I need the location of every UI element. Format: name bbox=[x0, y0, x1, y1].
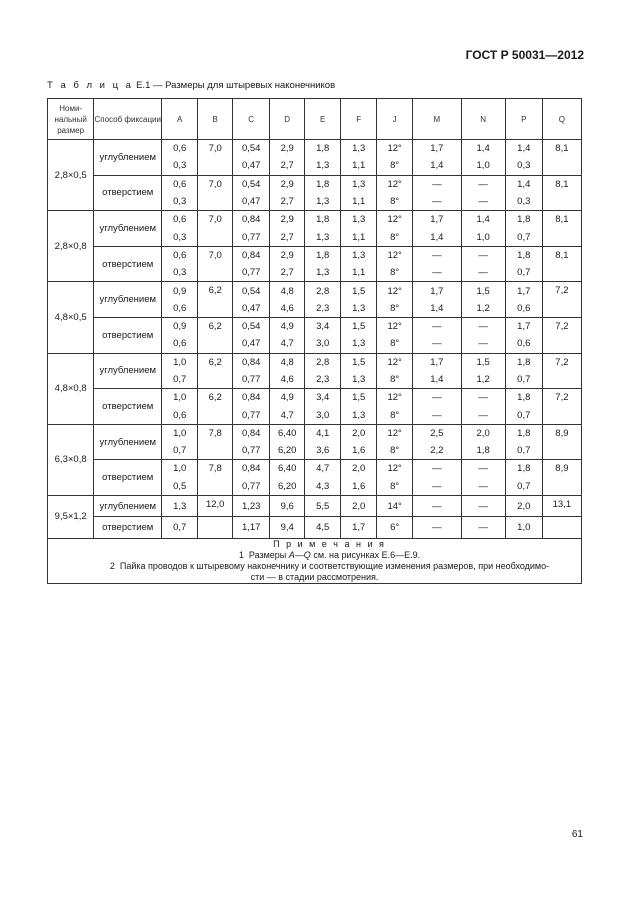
cell-p: 0,3 bbox=[505, 157, 542, 175]
cell-c: 0,47 bbox=[233, 335, 270, 353]
cell-q: 13,1 bbox=[542, 495, 581, 516]
cell-a: 1,3 bbox=[162, 495, 198, 516]
cell-f: 2,0 bbox=[341, 460, 377, 478]
cell-d: 9,4 bbox=[270, 517, 305, 538]
column-header-2: A bbox=[162, 99, 198, 140]
cell-d: 6,40 bbox=[270, 460, 305, 478]
fixation-method-cell: углублением bbox=[94, 140, 162, 176]
column-header-3: B bbox=[198, 99, 233, 140]
cell-m: 2,5 bbox=[413, 424, 461, 442]
cell-f: 1,3 bbox=[341, 246, 377, 264]
cell-d: 4,7 bbox=[270, 335, 305, 353]
cell-f: 1,3 bbox=[341, 211, 377, 229]
cell-n: — bbox=[461, 335, 505, 353]
cell-n: 1,4 bbox=[461, 140, 505, 158]
cell-c: 0,77 bbox=[233, 478, 270, 496]
cell-p: 1,7 bbox=[505, 317, 542, 335]
fixation-method-cell: углублением bbox=[94, 282, 162, 318]
notes-cell bbox=[48, 538, 582, 583]
cell-d: 4,8 bbox=[270, 282, 305, 300]
cell-b: 7,0 bbox=[198, 211, 233, 247]
cell-p: 0,7 bbox=[505, 478, 542, 496]
cell-p: 0,7 bbox=[505, 264, 542, 282]
cell-f: 1,7 bbox=[341, 517, 377, 538]
cell-f: 1,3 bbox=[341, 300, 377, 318]
cell-p: 1,8 bbox=[505, 246, 542, 264]
cell-e: 1,3 bbox=[305, 264, 341, 282]
cell-e: 1,8 bbox=[305, 246, 341, 264]
cell-d: 2,9 bbox=[270, 246, 305, 264]
cell-j: 12° bbox=[377, 389, 413, 407]
cell-b: 7,0 bbox=[198, 140, 233, 176]
cell-f: 1,5 bbox=[341, 353, 377, 371]
cell-j: 8° bbox=[377, 371, 413, 389]
cell-q: 8,9 bbox=[542, 424, 581, 460]
cell-d: 4,8 bbox=[270, 353, 305, 371]
column-header-6: E bbox=[305, 99, 341, 140]
cell-n: — bbox=[461, 246, 505, 264]
cell-q: 7,2 bbox=[542, 353, 581, 389]
cell-a: 0,6 bbox=[162, 211, 198, 229]
cell-c: 0,47 bbox=[233, 300, 270, 318]
cell-f: 1,6 bbox=[341, 442, 377, 460]
cell-c: 0,84 bbox=[233, 246, 270, 264]
cell-d: 4,6 bbox=[270, 371, 305, 389]
cell-d: 2,7 bbox=[270, 264, 305, 282]
cell-d: 9,6 bbox=[270, 495, 305, 516]
cell-d: 2,9 bbox=[270, 175, 305, 193]
cell-c: 1,23 bbox=[233, 495, 270, 516]
cell-a: 0,6 bbox=[162, 140, 198, 158]
cell-b: 7,8 bbox=[198, 460, 233, 496]
column-header-7: F bbox=[341, 99, 377, 140]
cell-a: 0,6 bbox=[162, 246, 198, 264]
cell-p: 1,0 bbox=[505, 517, 542, 538]
cell-j: 6° bbox=[377, 517, 413, 538]
table-caption-text: Е.1 — Размеры для штыревых наконечников bbox=[136, 80, 336, 91]
cell-a: 0,3 bbox=[162, 193, 198, 211]
cell-f: 1,3 bbox=[341, 406, 377, 424]
table-row bbox=[48, 517, 582, 538]
cell-a: 0,7 bbox=[162, 442, 198, 460]
column-header-4: C bbox=[233, 99, 270, 140]
cell-q: 8,1 bbox=[542, 211, 581, 247]
cell-m: 1,4 bbox=[413, 300, 461, 318]
fixation-method-cell: отверстием bbox=[94, 389, 162, 425]
cell-j: 12° bbox=[377, 460, 413, 478]
cell-f: 2,0 bbox=[341, 495, 377, 516]
cell-q: 8,9 bbox=[542, 460, 581, 496]
cell-j: 8° bbox=[377, 264, 413, 282]
nominal-size-cell: 2,8×0,5 bbox=[48, 140, 94, 211]
cell-d: 2,7 bbox=[270, 157, 305, 175]
cell-q: 7,2 bbox=[542, 389, 581, 425]
cell-j: 12° bbox=[377, 317, 413, 335]
cell-d: 4,9 bbox=[270, 389, 305, 407]
cell-c: 0,47 bbox=[233, 157, 270, 175]
cell-e: 2,3 bbox=[305, 300, 341, 318]
cell-q: 8,1 bbox=[542, 175, 581, 211]
cell-f: 1,5 bbox=[341, 317, 377, 335]
cell-b: 6,2 bbox=[198, 282, 233, 318]
cell-b: 12,0 bbox=[198, 495, 233, 516]
cell-m: — bbox=[413, 335, 461, 353]
cell-e: 5,5 bbox=[305, 495, 341, 516]
cell-d: 2,9 bbox=[270, 211, 305, 229]
cell-a: 0,3 bbox=[162, 264, 198, 282]
cell-n: — bbox=[461, 495, 505, 516]
note-2-continuation: сти — в стадии рассмотрения. bbox=[250, 571, 379, 582]
table-caption bbox=[47, 80, 335, 91]
cell-n: — bbox=[461, 406, 505, 424]
fixation-method-cell: отверстием bbox=[94, 460, 162, 496]
cell-e: 4,1 bbox=[305, 424, 341, 442]
cell-n: — bbox=[461, 460, 505, 478]
cell-f: 2,0 bbox=[341, 424, 377, 442]
cell-m: — bbox=[413, 175, 461, 193]
cell-c: 0,47 bbox=[233, 193, 270, 211]
cell-c: 0,77 bbox=[233, 264, 270, 282]
cell-m: — bbox=[413, 495, 461, 516]
nominal-size-cell: 6,3×0,8 bbox=[48, 424, 94, 495]
cell-j: 12° bbox=[377, 175, 413, 193]
cell-e: 4,7 bbox=[305, 460, 341, 478]
table-row bbox=[48, 353, 582, 371]
cell-p: 1,8 bbox=[505, 424, 542, 442]
cell-n: — bbox=[461, 264, 505, 282]
nominal-size-cell: 2,8×0,8 bbox=[48, 211, 94, 282]
cell-m: — bbox=[413, 406, 461, 424]
cell-j: 8° bbox=[377, 228, 413, 246]
column-header-9: M bbox=[413, 99, 461, 140]
table-body bbox=[48, 140, 582, 539]
cell-c: 0,54 bbox=[233, 175, 270, 193]
cell-b: 7,8 bbox=[198, 424, 233, 460]
nominal-size-cell: 4,8×0,8 bbox=[48, 353, 94, 424]
cell-e: 1,3 bbox=[305, 228, 341, 246]
cell-q: 7,2 bbox=[542, 317, 581, 353]
cell-m: — bbox=[413, 317, 461, 335]
cell-j: 8° bbox=[377, 335, 413, 353]
cell-n: 1,2 bbox=[461, 371, 505, 389]
cell-n: — bbox=[461, 175, 505, 193]
document-code: ГОСТ Р 50031—2012 bbox=[465, 48, 584, 62]
cell-m: 1,4 bbox=[413, 228, 461, 246]
cell-m: — bbox=[413, 264, 461, 282]
cell-a: 0,6 bbox=[162, 175, 198, 193]
column-header-12: Q bbox=[542, 99, 581, 140]
cell-a: 0,6 bbox=[162, 335, 198, 353]
cell-c: 0,84 bbox=[233, 389, 270, 407]
cell-f: 1,1 bbox=[341, 228, 377, 246]
cell-j: 8° bbox=[377, 406, 413, 424]
table-row bbox=[48, 317, 582, 335]
table-row bbox=[48, 175, 582, 193]
cell-p: 1,7 bbox=[505, 282, 542, 300]
table-header-row bbox=[48, 99, 582, 140]
cell-e: 3,0 bbox=[305, 335, 341, 353]
cell-e: 4,3 bbox=[305, 478, 341, 496]
cell-a: 0,6 bbox=[162, 300, 198, 318]
table-caption-prefix: Т а б л и ц а bbox=[47, 80, 134, 91]
cell-n: 1,5 bbox=[461, 353, 505, 371]
cell-p: 1,8 bbox=[505, 460, 542, 478]
cell-c: 0,84 bbox=[233, 211, 270, 229]
notes-row bbox=[48, 538, 582, 583]
cell-p: 0,3 bbox=[505, 193, 542, 211]
table-row bbox=[48, 140, 582, 158]
cell-m: — bbox=[413, 517, 461, 538]
fixation-method-cell: углублением bbox=[94, 495, 162, 516]
cell-c: 0,54 bbox=[233, 317, 270, 335]
cell-a: 0,5 bbox=[162, 478, 198, 496]
cell-e: 1,3 bbox=[305, 157, 341, 175]
cell-m: 2,2 bbox=[413, 442, 461, 460]
cell-d: 2,7 bbox=[270, 228, 305, 246]
cell-e: 2,3 bbox=[305, 371, 341, 389]
cell-j: 8° bbox=[377, 478, 413, 496]
cell-a: 1,0 bbox=[162, 389, 198, 407]
cell-a: 0,3 bbox=[162, 157, 198, 175]
cell-d: 6,20 bbox=[270, 442, 305, 460]
cell-n: — bbox=[461, 517, 505, 538]
cell-m: 1,4 bbox=[413, 157, 461, 175]
cell-j: 8° bbox=[377, 193, 413, 211]
cell-j: 8° bbox=[377, 157, 413, 175]
table-row bbox=[48, 282, 582, 300]
cell-e: 1,8 bbox=[305, 175, 341, 193]
cell-f: 1,5 bbox=[341, 282, 377, 300]
cell-e: 3,4 bbox=[305, 317, 341, 335]
cell-p: 1,8 bbox=[505, 389, 542, 407]
cell-n: 1,8 bbox=[461, 442, 505, 460]
cell-n: 1,2 bbox=[461, 300, 505, 318]
fixation-method-cell: отверстием bbox=[94, 317, 162, 353]
cell-f: 1,1 bbox=[341, 193, 377, 211]
cell-c: 0,54 bbox=[233, 282, 270, 300]
fixation-method-cell: углублением bbox=[94, 353, 162, 389]
cell-n: 1,0 bbox=[461, 157, 505, 175]
cell-n: 1,5 bbox=[461, 282, 505, 300]
cell-m: — bbox=[413, 193, 461, 211]
notes-title: П р и м е ч а н и я bbox=[273, 538, 386, 549]
cell-e: 3,4 bbox=[305, 389, 341, 407]
cell-q: 8,1 bbox=[542, 246, 581, 282]
cell-a: 1,0 bbox=[162, 460, 198, 478]
note-1: 1 Размеры A—Q см. на рисунках Е.6—Е.9. bbox=[238, 549, 421, 560]
cell-j: 14° bbox=[377, 495, 413, 516]
table-row bbox=[48, 246, 582, 264]
cell-f: 1,3 bbox=[341, 140, 377, 158]
cell-n: — bbox=[461, 193, 505, 211]
cell-c: 0,84 bbox=[233, 424, 270, 442]
cell-d: 6,20 bbox=[270, 478, 305, 496]
table-row bbox=[48, 211, 582, 229]
cell-p: 1,8 bbox=[505, 211, 542, 229]
cell-m: 1,7 bbox=[413, 140, 461, 158]
cell-m: — bbox=[413, 246, 461, 264]
cell-p: 1,4 bbox=[505, 175, 542, 193]
cell-d: 4,6 bbox=[270, 300, 305, 318]
cell-p: 0,6 bbox=[505, 335, 542, 353]
fixation-method-cell: отверстием bbox=[94, 175, 162, 211]
cell-c: 0,84 bbox=[233, 460, 270, 478]
nominal-size-cell: 9,5×1,2 bbox=[48, 495, 94, 538]
cell-m: 1,4 bbox=[413, 371, 461, 389]
cell-d: 6,40 bbox=[270, 424, 305, 442]
cell-j: 12° bbox=[377, 211, 413, 229]
cell-c: 0,77 bbox=[233, 442, 270, 460]
cell-d: 2,7 bbox=[270, 193, 305, 211]
cell-p: 0,7 bbox=[505, 406, 542, 424]
cell-n: 1,0 bbox=[461, 228, 505, 246]
cell-f: 1,5 bbox=[341, 389, 377, 407]
cell-j: 12° bbox=[377, 424, 413, 442]
cell-a: 0,9 bbox=[162, 282, 198, 300]
cell-m: — bbox=[413, 478, 461, 496]
cell-b: 6,2 bbox=[198, 317, 233, 353]
fixation-method-cell: отверстием bbox=[94, 517, 162, 538]
cell-d: 4,7 bbox=[270, 406, 305, 424]
cell-e: 2,8 bbox=[305, 353, 341, 371]
cell-j: 8° bbox=[377, 442, 413, 460]
cell-q: 8,1 bbox=[542, 140, 581, 176]
cell-b: 7,0 bbox=[198, 175, 233, 211]
cell-f: 1,1 bbox=[341, 157, 377, 175]
table-row bbox=[48, 424, 582, 442]
cell-e: 3,6 bbox=[305, 442, 341, 460]
cell-f: 1,3 bbox=[341, 371, 377, 389]
note-2: 2 Пайка проводов к штыревому наконечнику и соответствующие изменения размеров, при необходимо- bbox=[109, 560, 550, 571]
column-header-1: Способ фиксации bbox=[94, 99, 162, 140]
cell-b bbox=[198, 517, 233, 538]
cell-a: 0,3 bbox=[162, 228, 198, 246]
cell-n: — bbox=[461, 317, 505, 335]
cell-c: 0,77 bbox=[233, 371, 270, 389]
cell-b: 7,0 bbox=[198, 246, 233, 282]
cell-a: 0,9 bbox=[162, 317, 198, 335]
column-header-8: J bbox=[377, 99, 413, 140]
fixation-method-cell: углублением bbox=[94, 211, 162, 247]
cell-c: 0,77 bbox=[233, 228, 270, 246]
cell-j: 12° bbox=[377, 140, 413, 158]
cell-e: 1,8 bbox=[305, 211, 341, 229]
cell-a: 0,6 bbox=[162, 406, 198, 424]
cell-b: 6,2 bbox=[198, 389, 233, 425]
dimensions-table bbox=[47, 98, 582, 584]
cell-a: 1,0 bbox=[162, 353, 198, 371]
cell-m: 1,7 bbox=[413, 211, 461, 229]
cell-n: 2,0 bbox=[461, 424, 505, 442]
cell-e: 2,8 bbox=[305, 282, 341, 300]
cell-n: — bbox=[461, 389, 505, 407]
cell-f: 1,1 bbox=[341, 264, 377, 282]
cell-q bbox=[542, 517, 581, 538]
nominal-size-cell: 4,8×0,5 bbox=[48, 282, 94, 353]
cell-c: 0,77 bbox=[233, 406, 270, 424]
cell-p: 0,6 bbox=[505, 300, 542, 318]
cell-j: 12° bbox=[377, 246, 413, 264]
cell-j: 12° bbox=[377, 353, 413, 371]
cell-f: 1,3 bbox=[341, 335, 377, 353]
cell-n: — bbox=[461, 478, 505, 496]
column-header-10: N bbox=[461, 99, 505, 140]
cell-a: 1,0 bbox=[162, 424, 198, 442]
cell-m: — bbox=[413, 389, 461, 407]
column-header-11: P bbox=[505, 99, 542, 140]
cell-c: 1,17 bbox=[233, 517, 270, 538]
cell-c: 0,84 bbox=[233, 353, 270, 371]
cell-d: 4,9 bbox=[270, 317, 305, 335]
fixation-method-cell: отверстием bbox=[94, 246, 162, 282]
cell-f: 1,6 bbox=[341, 478, 377, 496]
cell-f: 1,3 bbox=[341, 175, 377, 193]
cell-c: 0,54 bbox=[233, 140, 270, 158]
cell-b: 6,2 bbox=[198, 353, 233, 389]
page-number: 61 bbox=[571, 829, 583, 840]
cell-p: 1,8 bbox=[505, 353, 542, 371]
cell-p: 0,7 bbox=[505, 371, 542, 389]
table-row bbox=[48, 495, 582, 516]
cell-n: 1,4 bbox=[461, 211, 505, 229]
cell-j: 12° bbox=[377, 282, 413, 300]
cell-e: 1,8 bbox=[305, 140, 341, 158]
cell-e: 3,0 bbox=[305, 406, 341, 424]
cell-p: 0,7 bbox=[505, 228, 542, 246]
cell-p: 0,7 bbox=[505, 442, 542, 460]
cell-m: 1,7 bbox=[413, 282, 461, 300]
table-row bbox=[48, 460, 582, 478]
cell-e: 4,5 bbox=[305, 517, 341, 538]
column-header-0: Номи-нальный размер bbox=[48, 99, 94, 140]
cell-e: 1,3 bbox=[305, 193, 341, 211]
cell-a: 0,7 bbox=[162, 517, 198, 538]
cell-p: 2,0 bbox=[505, 495, 542, 516]
cell-p: 1,4 bbox=[505, 140, 542, 158]
cell-q: 7,2 bbox=[542, 282, 581, 318]
cell-m: 1,7 bbox=[413, 353, 461, 371]
cell-m: — bbox=[413, 460, 461, 478]
column-header-5: D bbox=[270, 99, 305, 140]
cell-j: 8° bbox=[377, 300, 413, 318]
cell-a: 0,7 bbox=[162, 371, 198, 389]
fixation-method-cell: углублением bbox=[94, 424, 162, 460]
table-row bbox=[48, 389, 582, 407]
cell-d: 2,9 bbox=[270, 140, 305, 158]
